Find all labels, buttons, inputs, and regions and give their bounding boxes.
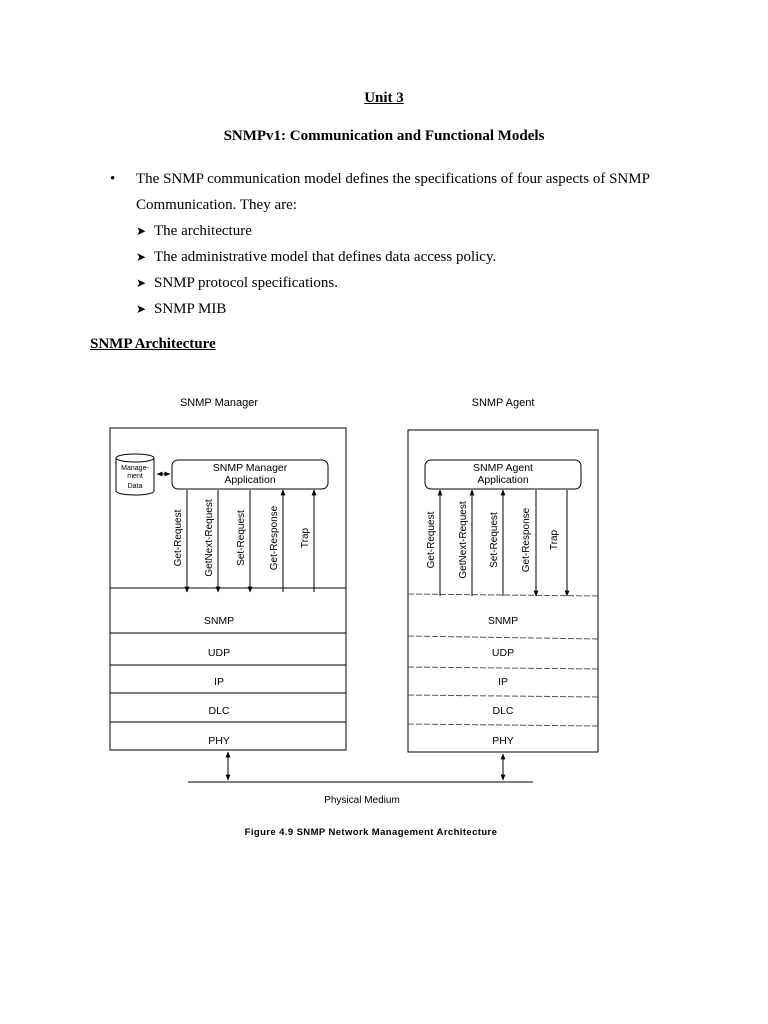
agent-layer-dlc: DLC — [492, 705, 514, 717]
agent-msg-get-response: Get-Response — [521, 507, 532, 573]
agent-layer-divider — [408, 636, 598, 639]
manager-title: SNMP Manager — [179, 397, 259, 409]
manager-layer-dlc: DLC — [208, 705, 230, 717]
manager-app-label-2: Application — [224, 474, 276, 486]
list-item — [110, 296, 670, 322]
manager-msg-get-request: Get-Request — [173, 509, 184, 567]
intro-bullet — [110, 166, 670, 322]
list-item-text: SNMP protocol specifications. — [154, 275, 339, 291]
manager-layer-udp: UDP — [207, 647, 231, 659]
manager-app-label-1: SNMP Manager — [212, 462, 288, 474]
section-heading: SNMP Architecture — [90, 336, 216, 352]
agent-msg-get-request: Get-Request — [426, 511, 437, 569]
mgmt-data-label-1: Manage- — [121, 465, 149, 472]
agent-layer-ip: IP — [498, 676, 508, 688]
arrow-bullet-icon: ➤ — [136, 276, 147, 290]
mgmt-data-label-3: Data — [127, 483, 143, 490]
bullet-paragraph — [110, 166, 670, 218]
agent-layer-udp: UDP — [491, 647, 515, 659]
manager-msg-trap: Trap — [300, 527, 311, 549]
physical-medium-label: Physical Medium — [324, 795, 400, 806]
agent-layer-snmp: SNMP — [487, 615, 519, 627]
list-item — [110, 218, 670, 244]
list-item-text: The architecture — [154, 223, 252, 239]
bullet-dot-icon: • — [110, 171, 116, 187]
agent-app-label-1: SNMP Agent — [473, 462, 533, 474]
mgmt-data-label-2: ment — [127, 473, 143, 480]
bullet-line-2: Communication. They are: — [136, 197, 297, 213]
manager-layer-snmp: SNMP — [203, 615, 235, 627]
list-item — [110, 270, 670, 296]
manager-layer-phy: PHY — [208, 735, 230, 747]
agent-app-label-2: Application — [477, 474, 529, 486]
manager-layer-ip: IP — [214, 676, 224, 688]
agent-layer-divider — [408, 667, 598, 669]
manager-msg-get-response: Get-Response — [269, 505, 280, 571]
unit-title: Unit 3 — [364, 90, 404, 106]
list-item-text: SNMP MIB — [154, 301, 227, 317]
agent-layer-phy: PHY — [492, 735, 514, 747]
arrow-bullet-icon: ➤ — [136, 250, 147, 264]
aspects-list — [110, 218, 670, 322]
agent-msg-trap: Trap — [549, 529, 560, 551]
list-item-text: The administrative model that defines data access policy. — [154, 249, 497, 265]
snmp-architecture-diagram — [0, 380, 768, 860]
agent-title: SNMP Agent — [471, 397, 535, 409]
figure-caption: Figure 4.9 SNMP Network Management Architecture — [244, 827, 498, 838]
agent-msg-set-request: Set-Request — [489, 512, 500, 568]
manager-msg-getnext-request: GetNext-Request — [204, 499, 215, 577]
arrow-bullet-icon: ➤ — [136, 224, 147, 238]
agent-msg-getnext-request: GetNext-Request — [458, 501, 469, 579]
manager-msg-set-request: Set-Request — [236, 510, 247, 566]
arrow-bullet-icon: ➤ — [136, 302, 147, 316]
agent-layer-divider — [408, 695, 598, 697]
agent-layer-divider — [408, 724, 598, 726]
list-item — [110, 244, 670, 270]
management-data-cylinder — [116, 454, 154, 495]
document-subtitle: SNMPv1: Communication and Functional Models — [223, 128, 545, 144]
bullet-line-1: The SNMP communication model defines the specifications of four aspects of SNMP — [136, 171, 650, 187]
